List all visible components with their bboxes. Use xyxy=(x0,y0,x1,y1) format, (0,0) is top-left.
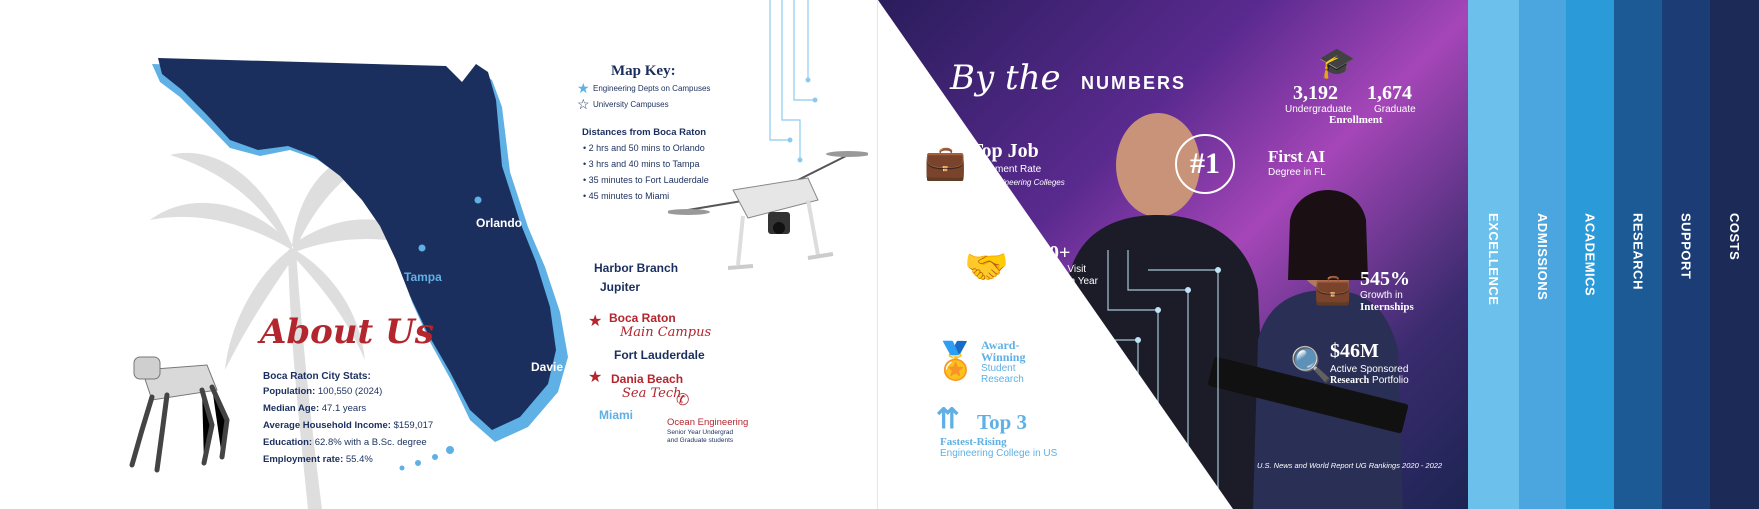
numbers-title: NUMBERS xyxy=(1081,73,1187,93)
research-number: $46M xyxy=(1330,340,1379,362)
city-stat-employment: Employment rate: 55.4% xyxy=(263,454,373,465)
briefcase-icon: 💼 xyxy=(924,144,967,182)
growth-line1: Growth in xyxy=(1360,290,1403,301)
city-boca-subtitle: Main Campus xyxy=(620,325,712,340)
star-filled-icon: ★ xyxy=(577,80,590,96)
top3-title: Top 3 xyxy=(977,410,1028,434)
city-davie: Davie xyxy=(531,360,564,374)
top-job-note: SUS Engineering Colleges xyxy=(970,178,1065,187)
ocean-engineering-title: Ocean Engineering xyxy=(667,417,749,428)
distance-orlando: • 2 hrs and 50 mins to Orlando xyxy=(583,143,705,153)
distance-fort-lauderdale: • 35 minutes to Fort Lauderdale xyxy=(583,175,709,185)
companies-line1: Companies Visit xyxy=(1014,264,1087,275)
city-jupiter: Jupiter xyxy=(600,280,641,294)
city-stat-median-age: Median Age: 47.1 years xyxy=(263,403,367,414)
handshake-icon: 🤝 xyxy=(964,246,1009,287)
tab-admissions[interactable]: ADMISSIONS xyxy=(1519,0,1566,509)
robot-dog-image xyxy=(112,345,232,480)
top3-line2: Engineering College in US xyxy=(940,448,1058,459)
tab-academics[interactable]: ACADEMICS xyxy=(1566,0,1614,509)
city-stat-education: Education: 62.8% with a B.Sc. degree xyxy=(263,437,427,448)
tab-costs[interactable]: COSTS xyxy=(1710,0,1759,509)
star-harbor-branch-icon: ★ xyxy=(572,267,581,277)
distance-tampa: • 3 hrs and 40 mins to Tampa xyxy=(583,159,700,169)
star-boca-icon: ★ xyxy=(588,313,603,330)
city-miami: Miami xyxy=(599,408,634,422)
city-boca-raton: Boca Raton xyxy=(609,311,676,325)
top-job-title: Top Job xyxy=(970,140,1039,162)
map-key-item-engineering: Engineering Depts on Campuses xyxy=(593,84,711,93)
top3-line1: Fastest-Rising xyxy=(940,436,1007,448)
tab-support[interactable]: SUPPORT xyxy=(1662,0,1710,509)
drone-image xyxy=(668,140,868,300)
enrollment-grad-number: 1,674 xyxy=(1367,82,1412,104)
award-line3: Student xyxy=(981,363,1016,374)
first-ai-subtitle: Degree in FL xyxy=(1268,167,1326,178)
map-key-title: Map Key: xyxy=(611,63,676,79)
star-jupiter-icon: ★ xyxy=(580,283,589,293)
graduation-cap-icon: 🎓 xyxy=(1318,47,1356,80)
top-job-subtitle: Placement Rate xyxy=(970,164,1042,175)
award-line1: Award- xyxy=(981,338,1020,352)
city-stats-title: Boca Raton City Stats: xyxy=(263,371,371,382)
research-search-icon: 🔍 xyxy=(1290,346,1333,384)
city-dania-subtitle: Sea Tech xyxy=(622,386,682,401)
ocean-engineering-line2: and Graduate students xyxy=(667,437,734,444)
city-harbor-branch: Harbor Branch xyxy=(594,261,679,275)
tab-research[interactable]: RESEARCH xyxy=(1614,0,1662,509)
distances-title: Distances from Boca Raton xyxy=(582,127,707,138)
first-ai-badge: #1 xyxy=(1175,134,1235,194)
research-line1: Active Sponsored xyxy=(1330,364,1409,375)
distance-miami: • 45 minutes to Miami xyxy=(583,191,670,201)
star-davie-icon: ★ xyxy=(571,361,580,371)
city-orlando: Orlando xyxy=(476,216,523,230)
city-tampa: Tampa xyxy=(404,270,442,284)
orlando-dot xyxy=(475,197,482,204)
left-page xyxy=(0,0,878,509)
award-medal-icon: 🏅 xyxy=(933,340,978,381)
by-the-title: By the xyxy=(950,58,1061,98)
companies-number: 1,000+ xyxy=(1014,242,1071,264)
growth-briefcase-icon: 💼 xyxy=(1314,273,1352,306)
award-line2: Winning xyxy=(981,350,1026,364)
page-fold-divider xyxy=(877,0,878,509)
award-line4: Research xyxy=(981,374,1024,385)
enrollment-undergrad-number: 3,192 xyxy=(1293,82,1338,104)
city-fort-lauderdale: Fort Lauderdale xyxy=(614,348,705,362)
growth-number: 545% xyxy=(1360,268,1410,290)
about-us-title: About Us xyxy=(260,312,434,352)
companies-line2: Campus Each Year xyxy=(1014,276,1098,287)
star-dania-icon: ★ xyxy=(588,369,603,386)
city-stat-income: Average Household Income: $159,017 xyxy=(263,420,434,431)
ocean-engineering-line1: Senior Year Undergrad xyxy=(667,429,734,436)
city-dania-beach: Dania Beach xyxy=(611,372,684,386)
rising-arrows-icon: ⇈ xyxy=(936,403,960,434)
enrollment-grad-label: Graduate xyxy=(1374,104,1416,115)
tampa-dot xyxy=(419,245,426,252)
enrollment-undergrad-label: Undergraduate xyxy=(1285,104,1352,115)
phone-icon: ✆ xyxy=(676,392,690,409)
enrollment-label: Enrollment xyxy=(1329,114,1383,126)
research-line2: Research Portfolio xyxy=(1330,375,1409,386)
rankings-footnote: U.S. News and World Report UG Rankings 2020 - 2022 xyxy=(1257,461,1443,470)
map-key-item-campuses: University Campuses xyxy=(593,100,669,109)
tab-excellence[interactable]: EXCELLENCE xyxy=(1468,0,1519,509)
growth-line2: Internships xyxy=(1360,301,1414,313)
city-stat-population: Population: 100,550 (2024) xyxy=(263,386,383,397)
first-ai-title: First AI xyxy=(1268,147,1326,166)
star-outline-icon: ☆ xyxy=(577,96,590,112)
right-page xyxy=(878,0,1759,509)
